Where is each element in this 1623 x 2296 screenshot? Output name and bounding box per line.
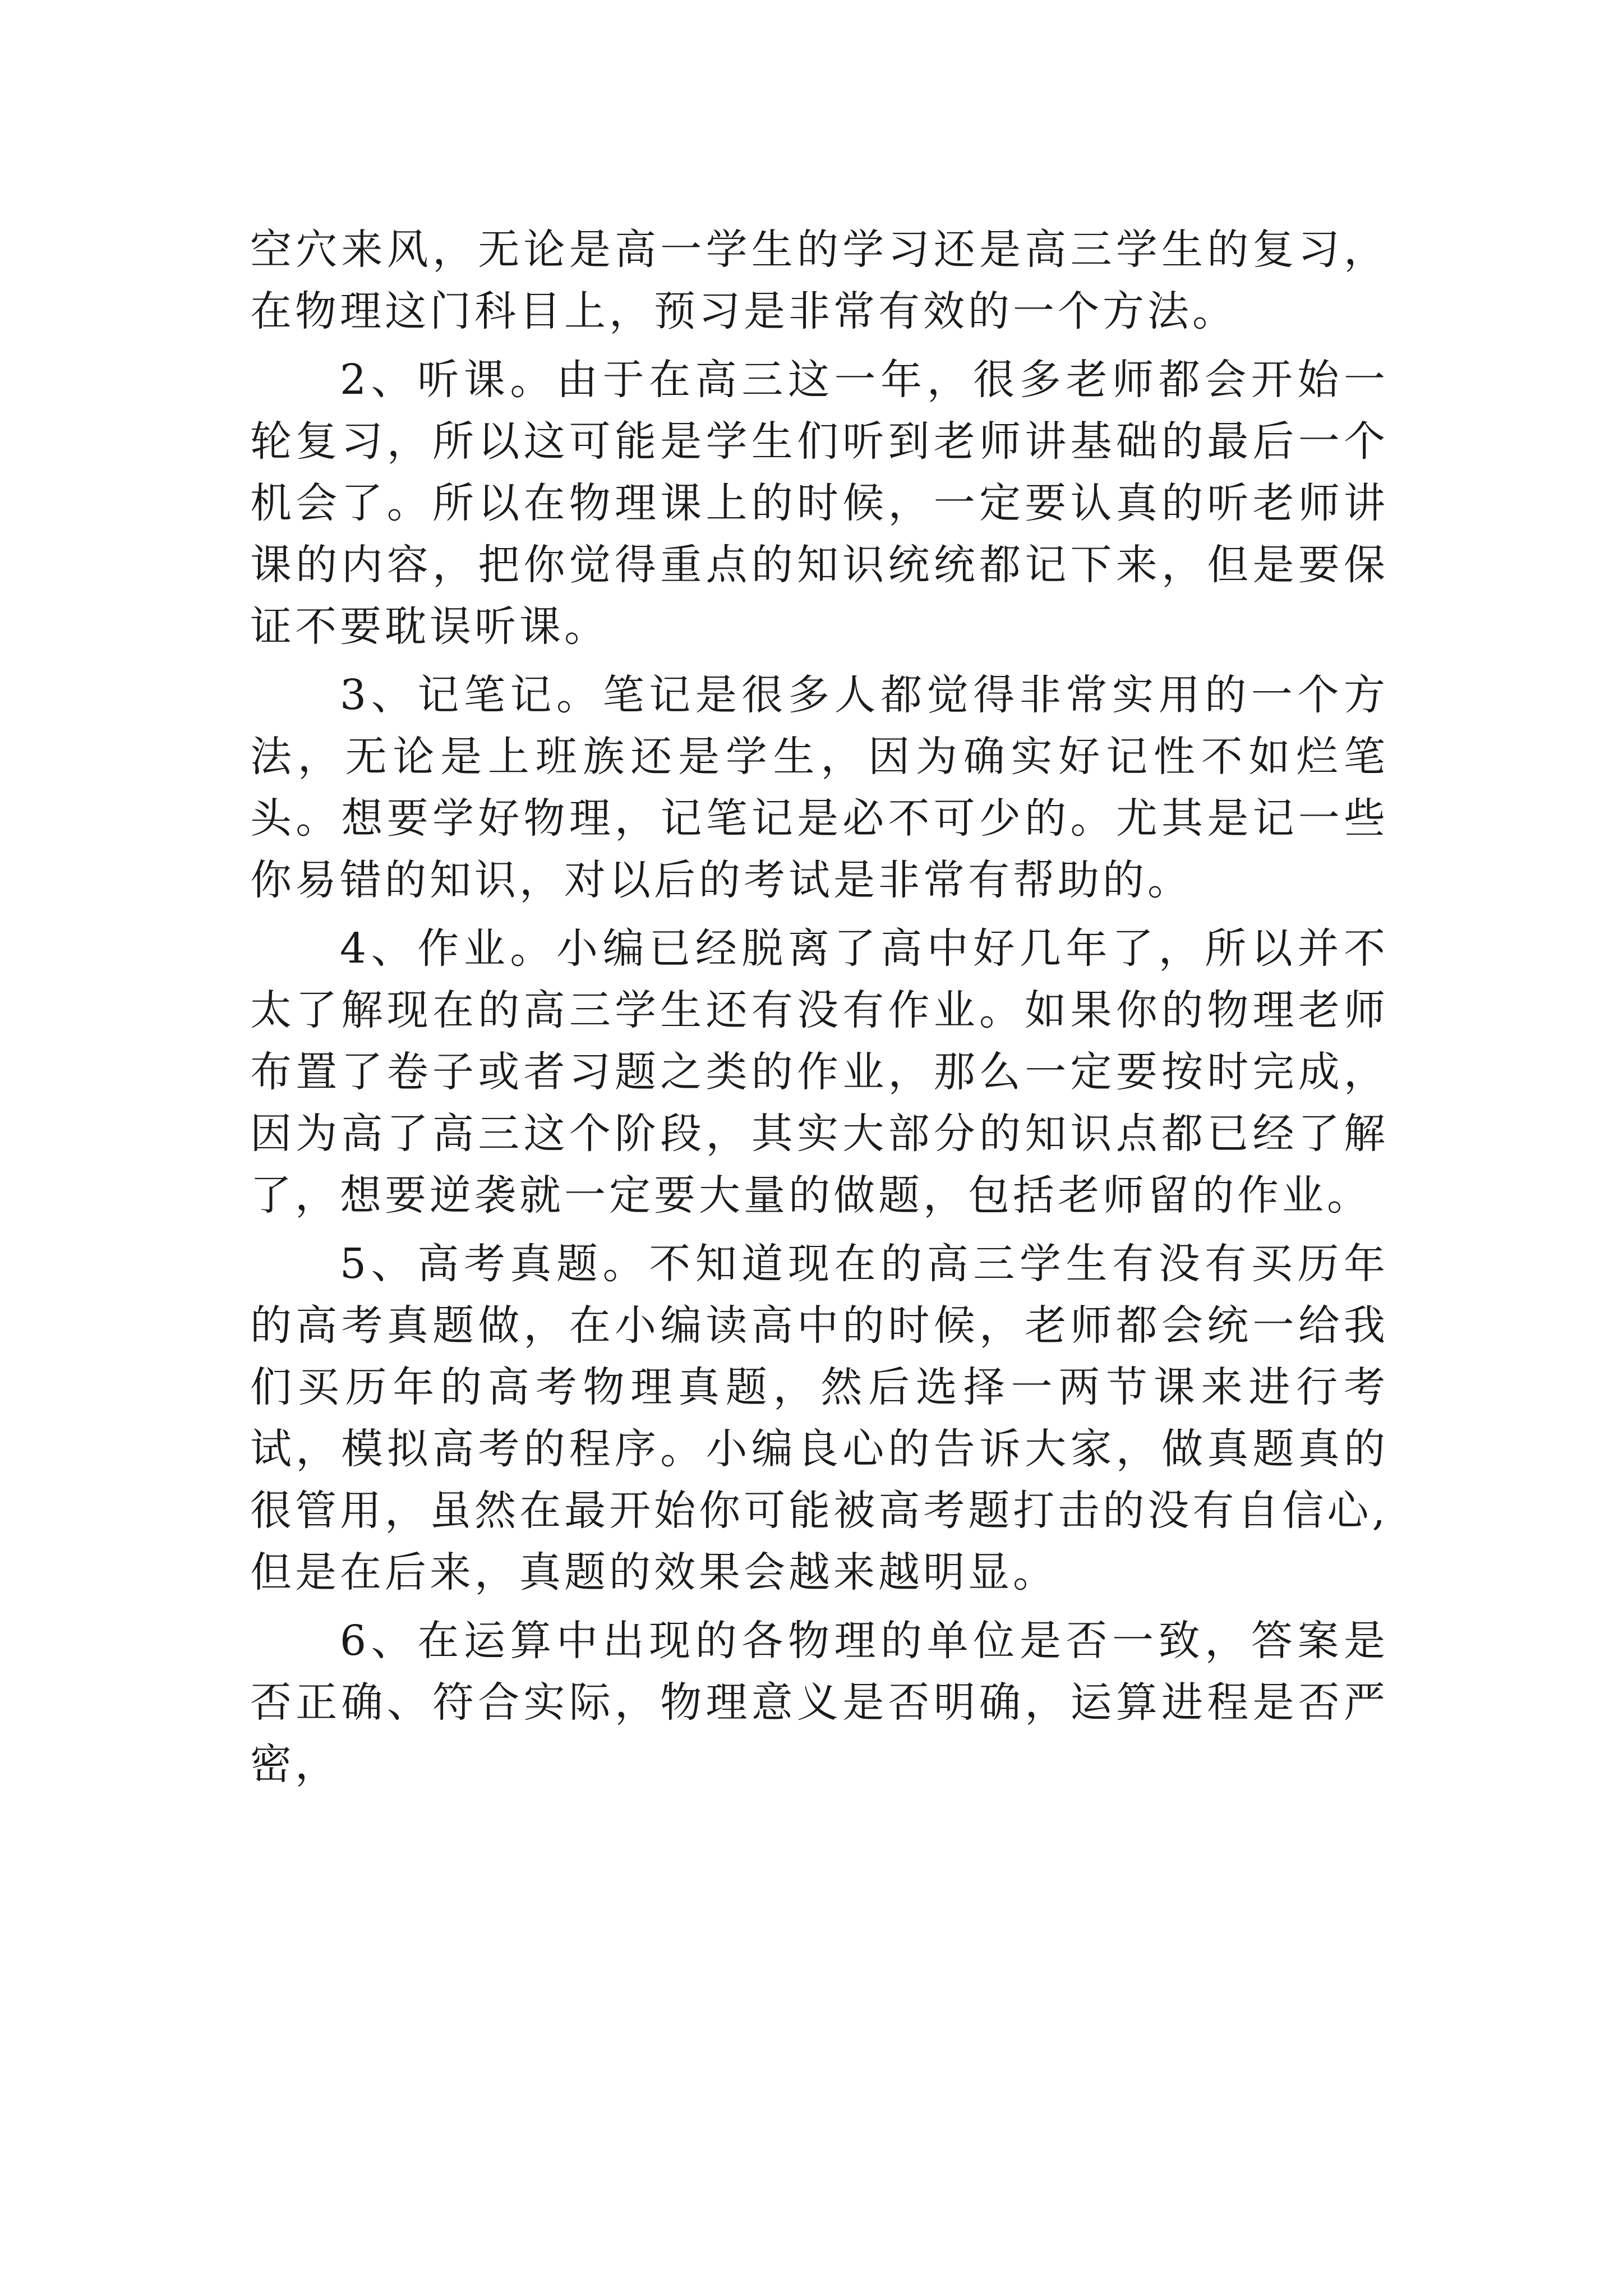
paragraph-unit-check: 6、在运算中出现的各物理的单位是否一致，答案是否正确、符合实际，物理意义是否明确，运算进程是否严密， xyxy=(250,1617,1389,1788)
paragraph-exam-papers: 5、高考真题。不知道现在的高三学生有没有买历年的高考真题做，在小编读高中的时候，老师都会统一给我们买历年的高考物理真题，然后选择一两节课来进行考试，模拟高考的程序。小编良心的告诉大家，做真题真的很管用，虽然在最开始你可能被高考题打击的没有自信心,但是在后来，真题的效果会越来越明显。 xyxy=(250,1240,1389,1596)
paragraph-intro-continuation: 空穴来风，无论是高一学生的学习还是高三学生的复习，在物理这门科目上，预习是非常有效的一个方法。 xyxy=(250,226,1389,335)
paragraph-notes: 3、记笔记。笔记是很多人都觉得非常实用的一个方法，无论是上班族还是学生，因为确实好记性不如烂笔头。想要学好物理，记笔记是必不可少的。尤其是记一些你易错的知识，对以后的考试是非常有帮助的。 xyxy=(250,671,1389,904)
paragraph-listening: 2、听课。由于在高三这一年，很多老师都会开始一轮复习，所以这可能是学生们听到老师讲基础的最后一个机会了。所以在物理课上的时候，一定要认真的听老师讲课的内容，把你觉得重点的知识统统都记下来，但是要保证不要耽误听课。 xyxy=(250,356,1389,651)
document-body xyxy=(250,219,1389,1802)
paragraph-homework: 4、作业。小编已经脱离了高中好几年了，所以并不太了解现在的高三学生还有没有作业。如果你的物理老师布置了卷子或者习题之类的作业，那么一定要按时完成，因为高了高三这个阶段，其实大部分的知识点都已经了解了，想要逆袭就一定要大量的做题，包括老师留的作业。 xyxy=(250,924,1389,1220)
